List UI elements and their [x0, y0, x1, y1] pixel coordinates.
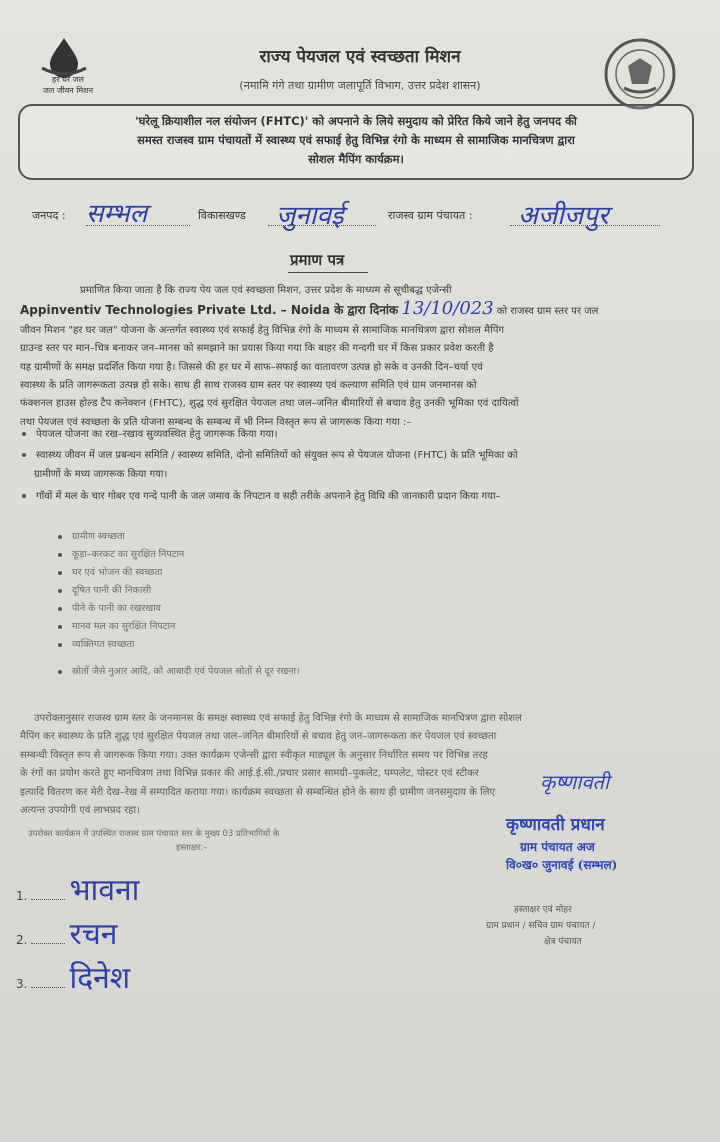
footer-sign-line3: क्षेत्र पंचायत	[544, 937, 582, 947]
para1-line7: फंक्शनल हाउस होल्ड टैप कनेक्शन (FHTC), शुद्ध एवं सुरक्षित पेयजल तथा जल–जनित बीमारियों से बचाव हेतु उनकी भूमिका एवं दायित्वों	[20, 398, 519, 410]
bullet-dot-icon	[58, 553, 62, 557]
para1-line8: तथा पेयजल एवं स्वच्छता के प्रति योजना सम्बन्ध के सम्बन्ध में भी निम्न विस्तृत रूप से जागरूक किया गया :–	[20, 416, 412, 428]
panchayat-underline	[510, 225, 660, 226]
signatory-name: दिनेश	[69, 961, 131, 996]
list-item	[58, 636, 184, 654]
block-value: जुनावई	[276, 201, 344, 231]
bullet-2	[22, 446, 698, 484]
stamp-line2: ग्राम पंचायत अज	[520, 840, 595, 854]
stamp-line3: वि०ख० जुनावई (सम्भल)	[506, 858, 618, 872]
page-subtitle: (नमामि गंगे तथा ग्रामीण जलापूर्ति विभाग, उत्तर प्रदेश शासन)	[239, 79, 481, 92]
pradhan-signature: कृष्णावती	[540, 770, 610, 794]
bullet-dot-icon	[58, 589, 62, 593]
agency-text: Appinventiv Technologies Private Ltd. – Noida के द्वारा दिनांक	[20, 303, 399, 318]
para1-line4: ग्राउन्ड स्तर पर मान–चित्र बनाकर जन–मानस को समझाने का प्रयास किया गया कि बाहर की गन्दगी घर में किस प्रकार प्रवेश करती है	[20, 343, 494, 355]
logo-left-line2: जल जीवन मिशन	[42, 86, 94, 95]
signatory-dots	[31, 899, 65, 900]
block-underline	[268, 225, 376, 226]
para2-line1: उपरोक्तानुसार राजस्व ग्राम स्तर के जनमानस के समक्ष स्वास्थ्य एवं सफाई हेतु विभिन्न रंगो के माध्यम से सामाजिक मानचित्रण द्वारा सोशल	[34, 713, 522, 724]
signatory-number: 1.	[16, 889, 28, 903]
bullet-dot-icon	[58, 643, 62, 647]
para2-line2: मैपिंग कर स्वास्थ्य के प्रति शुद्ध एवं सुरक्षित पेयजल तथा जल–जनित बीमारियों से बचाव हेतु जन–जागरूकता कर पेयजल एवं स्वच्छता	[20, 731, 497, 743]
up-government-emblem	[602, 36, 678, 112]
district-label: जनपद :	[32, 209, 66, 222]
programme-box	[18, 104, 694, 180]
certificate-title: प्रमाण पत्र	[290, 251, 345, 269]
bullet-dot-icon	[22, 432, 26, 436]
para2-line5: इत्यादि वितरण कर मेरी देख–रेख में सम्पादित कराया गया। कार्यक्रम स्वच्छता से सम्बन्धित होने के साथ ही ग्रामीण जनसमुदाय के लिए	[20, 786, 496, 798]
bullet-dot-icon	[58, 571, 62, 575]
signatory-dots	[31, 987, 65, 988]
footer-sign-line2: ग्राम प्रधान / सचिव ग्राम पंचायत /	[486, 921, 596, 931]
panchayat-label: राजस्व ग्राम पंचायत :	[388, 209, 473, 222]
para1-line2	[20, 300, 688, 321]
bullet-1-text: पेयजल योजना का रख–रखाव सुव्यवस्थित हेतु जागरूक किया गया।	[36, 429, 278, 440]
para2-line3: सम्बन्धी विस्तृत रूप से जागरूक किया गया। उक्त कार्यक्रम एजेन्सी द्वारा स्वीकृत माड्यूल के अनुसार निर्धारित समय पर विभिन्न तरह	[20, 749, 488, 761]
list-item	[58, 546, 184, 564]
programme-line2: समस्त राजस्व ग्राम पंचायतों में स्वास्थ्य एवं सफाई हेतु विभिन्न रंगो के माध्यम से सामाजिक मानचित्रण द्वारा	[137, 133, 575, 147]
list-item-last	[58, 664, 300, 677]
programme-line1: 'घरेलू क्रियाशील नल संयोजन (FHTC)' को अपनाने के लिये समुदाय को प्रेरित किये जाने हेतु जनपद की	[135, 114, 577, 128]
bullet-3-text: गॉवों में मल के चार गोबर एव गन्दे पानी के जल जमाव के निपटान व सही तरीके अपनाने हेतु विधि की जानकारी प्रदान किया गया–	[36, 491, 501, 502]
list-item-text: पीने के पानी का रखरखाव	[72, 603, 161, 614]
list-item-text: मानव मल का सुरक्षित निपटान	[72, 621, 176, 632]
list-item-text: दूषित पानी की निकासी	[72, 585, 152, 596]
sanitation-topics-list	[58, 528, 184, 654]
signatory-number: 3.	[16, 977, 28, 991]
programme-line3: सोशल मैपिंग कार्यक्रम।	[308, 152, 404, 166]
list-item	[58, 582, 184, 600]
bullet-dot-icon	[58, 625, 62, 629]
stamp-name: कृष्णावती प्रधान	[506, 815, 605, 835]
list-item	[58, 528, 184, 546]
list-item-text: कूड़ा–करकट का सुरक्षित निपटान	[72, 549, 185, 560]
logo-left-line1: हर घर जल	[52, 75, 84, 84]
bullet-2-text-line2: ग्रामीणों के मध्य जागरूक किया गया।	[34, 469, 168, 480]
para1-line5: यह ग्रामीणों के समक्ष प्रदर्शित किया गया है। जिससे की हर घर में साफ–सफाई का वातावरण उत्पन्न हो सके व उनकी दिन–चर्या एवं	[20, 361, 483, 373]
para1-line3: जीवन मिशन "हर घर जल" योजना के अन्तर्गत स्वास्थ्य एवं सफाई हेतु विभिन्न रंगो के माध्यम से सामाजिक मानचित्रण द्वारा सोशल मैपिंग	[20, 324, 505, 336]
signatory-name: भावना	[69, 873, 140, 908]
bullet-dot-icon	[22, 453, 26, 457]
page-title: राज्य पेयजल एवं स्वच्छता मिशन	[259, 47, 461, 67]
list-item-text: व्यक्तिगत स्वच्छता	[72, 639, 135, 650]
bullet-2-text-line1: स्वास्थ्य जीवन में जल प्रबन्धन समिति / स्वास्थ्य समिति, दोनो समितियों को संयुक्त रूप से पेयजल योजना (FHTC) के प्रति भूमिका को	[36, 450, 518, 461]
para1-line2-end: को राजस्व ग्राम स्तर पर जल	[496, 306, 599, 318]
signatory-row	[16, 956, 130, 997]
certificate-title-underline	[288, 272, 368, 273]
list-item-text: घर एवं भोजन की स्वच्छता	[72, 567, 163, 578]
bullet-dot-icon	[58, 535, 62, 539]
para2-line4: के रंगों का प्रयोग करते हुए मानचित्रण तथा विभिन्न प्रकार की आई.ई.सी./प्रचार प्रसार सामग्री–पुकलेट, पम्पलेट, पोस्टर एवं स्टीकर	[20, 768, 479, 780]
list-item	[58, 600, 184, 618]
block-label: विकासखण्ड	[198, 209, 246, 222]
signatory-row	[16, 912, 117, 953]
list-item-last-text: स्रोतों जैसे नुआर आदि, को आबादी एवं पेयजल स्रोतों से दूर रखना।	[72, 666, 300, 677]
programme-date: 13/10/023	[401, 298, 494, 320]
para1-line1: प्रमाणित किया जाता है कि राज्य पेय जल एवं स्वच्छता मिशन, उत्तर प्रदेश के माध्यम से सूचीबद्ध एजेन्सी	[80, 285, 452, 296]
bullet-dot-icon	[22, 494, 26, 498]
para2-line6: अत्यन्त उपयोगी एवं लाभप्रद रहा।	[20, 805, 140, 817]
para1-line6: स्वास्थ्य के प्रति जागरूकता उत्पन्न हो सके। साथ ही साथ राजस्व ग्राम स्तर पर स्वास्थ्य एवं कल्याण समिति एवं ग्राम जनमानस को	[20, 380, 477, 392]
signatory-name: रचन	[69, 917, 118, 952]
witness-note-line2: हस्ताक्षर:–	[176, 843, 208, 853]
bullet-3	[22, 488, 501, 502]
bullet-1	[22, 426, 278, 440]
list-item	[58, 564, 184, 582]
district-value: सम्भल	[86, 199, 148, 229]
list-item-text: ग्रामीण स्वच्छता	[72, 531, 125, 542]
footer-sign-line1: हस्ताक्षर एवं मोहर	[514, 905, 572, 915]
signatory-dots	[31, 943, 65, 944]
certificate-paragraph-2	[20, 710, 688, 820]
emblem-icon	[602, 36, 678, 112]
bullet-dot-icon	[58, 607, 62, 611]
bullet-dot-icon	[58, 670, 62, 674]
district-underline	[86, 225, 190, 226]
list-item	[58, 618, 184, 636]
panchayat-value: अजीजपुर	[518, 201, 609, 231]
signatory-number: 2.	[16, 933, 28, 947]
certificate-paragraph-1	[20, 282, 688, 432]
signatory-row	[16, 868, 139, 909]
witness-note-line1: उपरोक्त कार्यक्रम में उपस्थित राजस्व ग्राम पंचायत स्तर के मुख्य 03 प्रतिभागियों के	[28, 829, 280, 839]
